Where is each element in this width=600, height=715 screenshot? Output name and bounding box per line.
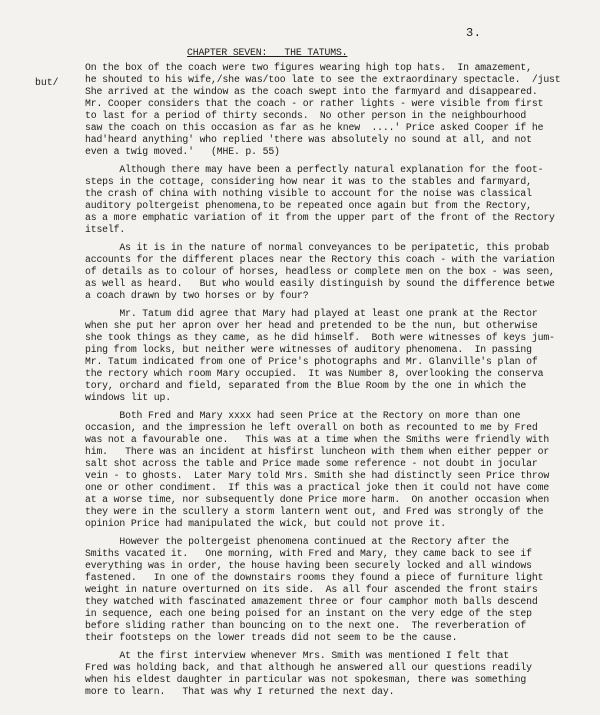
text-line: She arrived at the window as the coach swept into the farmyard and disappeared.	[85, 86, 538, 97]
text-line: Mr. Tatum did agree that Mary had played at least one prank at the Rector	[85, 308, 538, 319]
text-line: the crash of china with nothing visible to account for the noise was classical	[85, 188, 532, 199]
text-line: ping from locks, but neither were witnesses of auditory phenomena. In passing	[85, 344, 532, 355]
text-line: their footsteps on the lower treads did not seem to be the cause.	[85, 632, 458, 643]
text-line: occasion, and the impression he left overall on both as recounted to me by Fred	[85, 422, 538, 433]
text-line: On the box of the coach were two figures wearing high top hats. In amazement,	[85, 62, 532, 73]
text-line: saw the coach on this occasion as far as he knew ....' Price asked Cooper if he	[85, 122, 544, 133]
text-line: even a twig moved.' (MHE. p. 55)	[85, 146, 280, 157]
text-line: more to learn. That was why I returned the next day.	[85, 686, 395, 697]
text-line: everything was in order, the house having been securely locked and all windows	[85, 560, 532, 571]
text-line: accounts for the different places near the Rectory this coach - with the variation	[85, 254, 555, 265]
text-line: fastened. In one of the downstairs rooms they found a piece of furniture light	[85, 572, 544, 583]
text-line: he shouted to his wife,/she was/too late to see the extraordinary spectacle. /just	[85, 74, 561, 85]
text-line: steps in the cottage, considering how near it was to the stables and farmyard,	[85, 176, 532, 187]
text-line: opinion Price had manipulated the wick, but could not prove it.	[85, 518, 446, 529]
text-line: him. There was an incident at hisfirst luncheon with them when either pepper or	[85, 446, 550, 457]
text-line: However the poltergeist phenomena continued at the Rectory after the	[85, 536, 509, 547]
text-line: Both Fred and Mary xxxx had seen Price at the Rectory on more than one	[85, 410, 521, 421]
page-number: 3.	[466, 26, 482, 40]
text-line: the rectory which room Mary occupied. It was Number 8, overlooking the conserva	[85, 368, 544, 379]
text-line: to last for a period of thirty seconds. No other person in the neighbourhood	[85, 110, 527, 121]
text-line: when she put her apron over her head and pretended to be the nun, but otherwise	[85, 320, 538, 331]
text-line: Mr. Tatum indicated from one of Price's photographs and Mr. Glanville's plan of	[85, 356, 538, 367]
text-line: was not a favourable one. This was at a time when the Smiths were friendly with	[85, 434, 550, 445]
text-line: they watched with fascinated amazement three or four camphor moth balls descend	[85, 596, 538, 607]
text-line: when his eldest daughter in particular was not spokesman, there was something	[85, 674, 527, 685]
text-line: vein - to ghosts. Later Mary told Mrs. Smith she had distinctly seen Price throw	[85, 470, 550, 481]
text-line: salt shot across the table and Price made some reference - not doubt in jocular	[85, 458, 538, 469]
text-line: Mr. Cooper considers that the coach - or rather lights - were visible from first	[85, 98, 544, 109]
text-line: windows lit up.	[85, 392, 171, 403]
text-line: weight in nature overturned on its side. As all four ascended the front stairs	[85, 584, 538, 595]
text-line: Although there may have been a perfectly natural explanation for the foot-	[85, 164, 544, 175]
text-line: auditory poltergeist phenomena,to be repeated once again but from the Rectory,	[85, 200, 532, 211]
text-line: tory, orchard and field, separated from the Blue Room by the one in which the	[85, 380, 527, 391]
text-line: a coach drawn by two horses or by four?	[85, 290, 309, 301]
text-line: itself.	[85, 224, 126, 235]
text-line: At the first interview whenever Mrs. Smith was mentioned I felt that	[85, 650, 509, 661]
text-line: of details as to colour of horses, headless or complete men on the box - was seen,	[85, 266, 555, 277]
text-line: they were in the scullery a storm lantern went out, and Fred was strongly of the	[85, 506, 544, 517]
chapter-heading: CHAPTER SEVEN: THE TATUMS.	[187, 47, 348, 58]
margin-note: but/	[35, 77, 59, 88]
text-line: as a more emphatic variation of it from the upper part of the front of the Rectory	[85, 212, 555, 223]
text-line: had'heard anything' who replied 'there was absolutely no sound at all, and not	[85, 134, 532, 145]
text-line: Fred was holding back, and that although he answered all our questions readily	[85, 662, 532, 673]
text-line: as well as heard. But who would easily distinguish by sound the difference betwe	[85, 278, 555, 289]
text-line: at a worse time, nor subsequently done Price more harm. On another occasion when	[85, 494, 550, 505]
text-line: she took things as they came, as he did himself. Both were witnesses of keys jum-	[85, 332, 555, 343]
text-line: As it is in the nature of normal conveyances to be peripatetic, this probab	[85, 242, 550, 253]
text-line: before sliding rather than bouncing on to the next one. The reverberation of	[85, 620, 527, 631]
text-line: in sequence, each one being poised for an instant on the very edge of the step	[85, 608, 532, 619]
text-line: Smiths vacated it. One morning, with Fred and Mary, they came back to see if	[85, 548, 532, 559]
text-line: one or other condiment. If this was a practical joke then it could not have come	[85, 482, 550, 493]
